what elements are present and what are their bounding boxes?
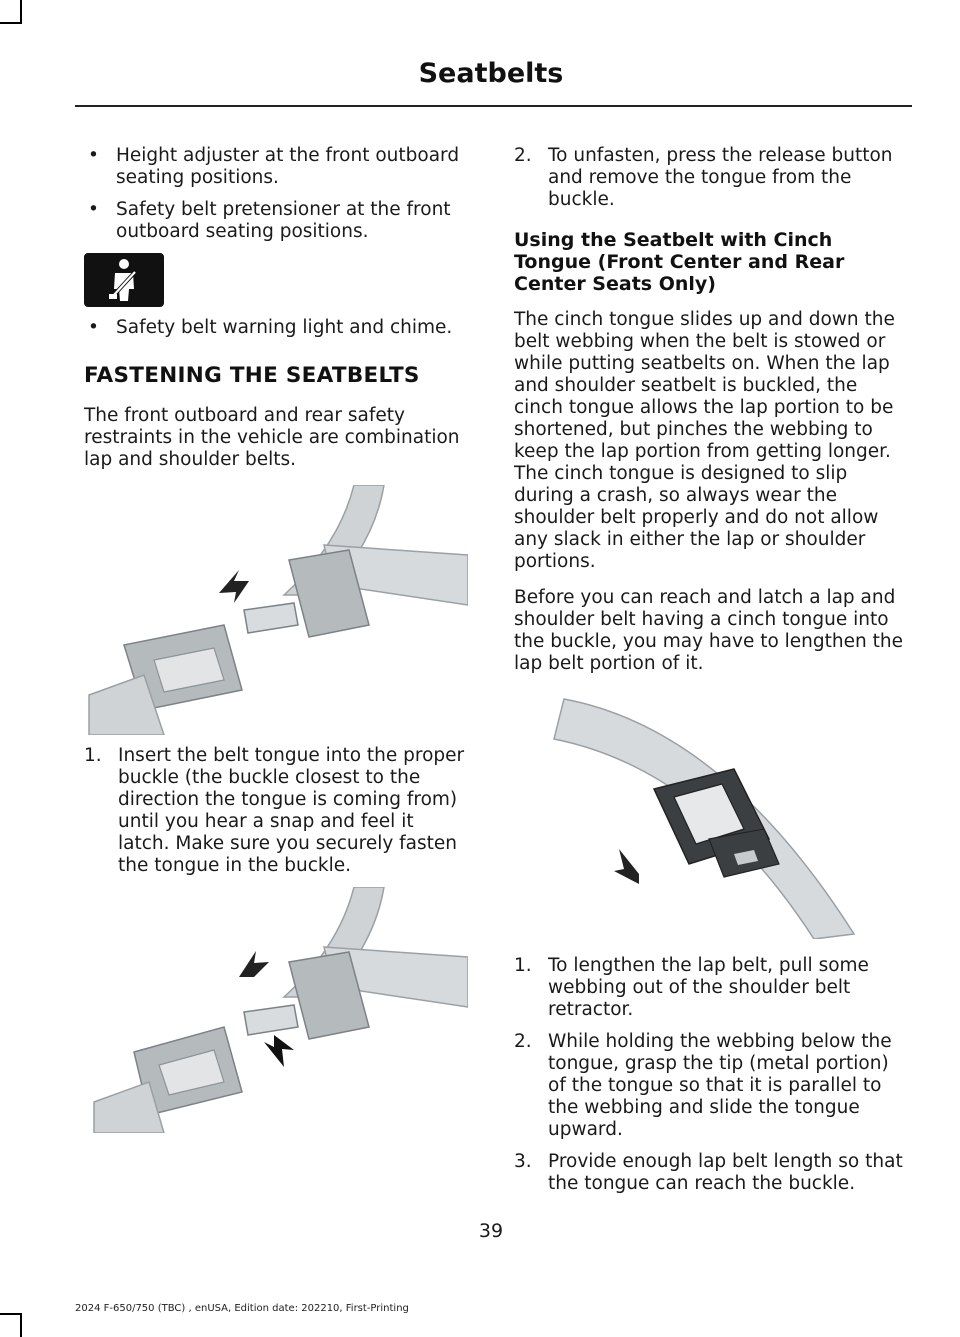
page-title: Seatbelts xyxy=(418,58,564,89)
list-item xyxy=(514,145,910,211)
bullet-text: Safety belt pretensioner at the front outboard seating positions. xyxy=(116,199,451,242)
paragraph: The cinch tongue slides up and down the belt webbing when the belt is stowed or while putting seatbelts on. When the lap and shoulder seatbelt is buckled, the cinch tongue allows the lap portion to be shortened, but pinches the webbing to keep the lap portion from getting longer. The cinch tongue is designed to slip during a crash, so always wear the shoulder belt properly and do not allow any slack in either the lap or shoulder portions. xyxy=(514,309,895,572)
step-number: 1. xyxy=(84,745,102,766)
crop-mark xyxy=(20,0,22,24)
paragraph: Before you can reach and latch a lap and shoulder belt having a cinch tongue into the buckle, you may have to lengthen the lap belt portion of it. xyxy=(514,587,903,674)
arrow-icon xyxy=(264,1035,294,1067)
step-number: 3. xyxy=(514,1151,532,1172)
seatbelt-warning-icon xyxy=(84,253,164,307)
intro-paragraph: The front outboard and rear safety restraints in the vehicle are combination lap and shoulder belts. xyxy=(84,405,460,470)
page-number: 39 xyxy=(478,1220,504,1242)
subheading: Using the Seatbelt with Cinch Tongue (Front Center and Rear Center Seats Only) xyxy=(514,229,845,295)
right-column xyxy=(514,145,910,1205)
arrow-icon xyxy=(614,849,639,884)
step-number: 2. xyxy=(514,1031,532,1052)
bullet-mark: • xyxy=(88,199,99,220)
bullet-text: Height adjuster at the front outboard seating positions. xyxy=(116,145,460,188)
arrow-icon xyxy=(239,951,269,982)
arrow-icon xyxy=(219,570,249,603)
list-item xyxy=(514,1151,910,1195)
edition-info: 2024 F-650/750 (TBC) , enUSA, Edition date: 202210, First-Printing xyxy=(75,1303,409,1314)
bullet-mark: • xyxy=(88,317,99,338)
bullet-mark: • xyxy=(88,145,99,166)
list-item xyxy=(84,145,468,189)
cinch-tongue-illustration xyxy=(514,689,910,939)
step-text: Insert the belt tongue into the proper buckle (the buckle closest to the direction the tongue is coming from) until you hear a snap and feel it latch. Make sure you securely fasten the tongue in the buckle. xyxy=(118,745,465,876)
buckle-insert-illustration xyxy=(84,887,468,1133)
step-text: Provide enough lap belt length so that the tongue can reach the buckle. xyxy=(548,1151,903,1194)
bullet-text: Safety belt warning light and chime. xyxy=(116,317,453,338)
list-item xyxy=(84,317,468,339)
left-column xyxy=(84,145,468,1133)
list-item xyxy=(514,1031,910,1141)
buckle-illustration xyxy=(84,485,468,735)
crop-mark xyxy=(20,1313,22,1337)
section-heading: FASTENING THE SEATBELTS xyxy=(84,363,420,388)
header-divider xyxy=(75,105,912,107)
step-number: 1. xyxy=(514,955,532,976)
crop-mark xyxy=(0,1313,22,1315)
step-text: To unfasten, press the release button and remove the tongue from the buckle. xyxy=(548,145,893,210)
step-text: To lengthen the lap belt, pull some webbing out of the shoulder belt retractor. xyxy=(548,955,869,1020)
step-number: 2. xyxy=(514,145,532,166)
step-text: While holding the webbing below the tongue, grasp the tip (metal portion) of the tongue so that it is parallel to the webbing and slide the tongue upward. xyxy=(548,1031,892,1140)
list-item xyxy=(84,199,468,243)
list-item xyxy=(84,745,468,877)
list-item xyxy=(514,955,910,1021)
crop-mark xyxy=(0,22,22,24)
